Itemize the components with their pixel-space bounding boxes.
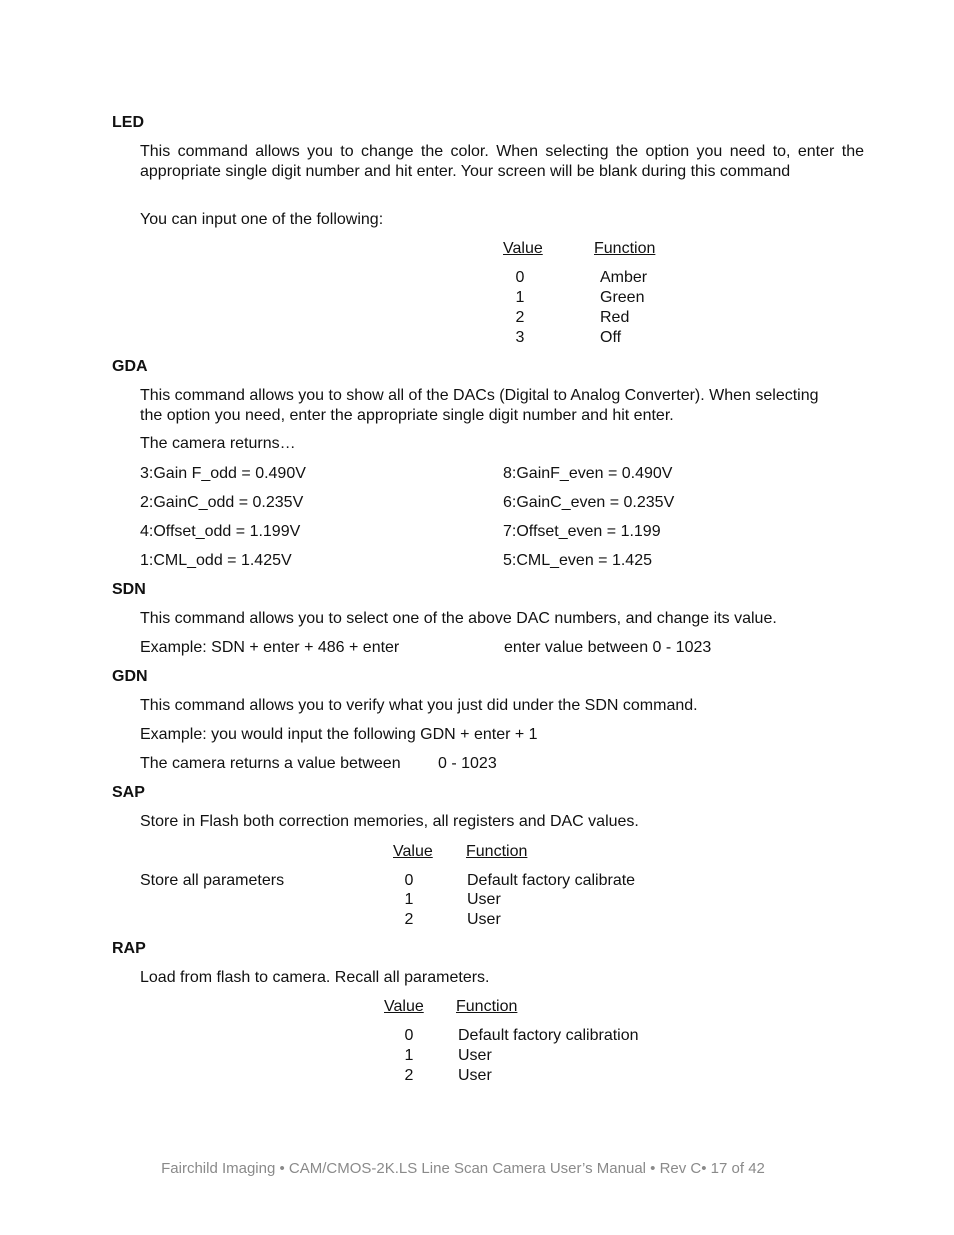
led-prompt: You can input one of the following: bbox=[140, 211, 384, 228]
led-function-2: Red bbox=[600, 309, 630, 326]
sap-row-label: Store all parameters bbox=[140, 872, 285, 889]
gda-right-2: 7:Offset_even = 1.199 bbox=[503, 523, 661, 540]
sdn-description: This command allows you to select one of the above DAC numbers, and change its value. bbox=[140, 610, 777, 627]
sap-value-1: 1 bbox=[404, 891, 414, 908]
gda-returns: The camera returns… bbox=[140, 435, 296, 452]
rap-function-2: User bbox=[458, 1067, 492, 1084]
led-value-header: Value bbox=[503, 240, 543, 257]
rap-value-header: Value bbox=[384, 998, 424, 1015]
sap-value-2: 2 bbox=[404, 911, 414, 928]
sap-heading: SAP bbox=[112, 784, 145, 801]
led-value-2: 2 bbox=[515, 309, 525, 326]
rap-function-header: Function bbox=[456, 998, 518, 1015]
gda-description: This command allows you to show all of the DACs (Digital to Analog Converter). When selecting the option you need, enter the appropriate single digit number and hit enter. bbox=[140, 387, 819, 424]
led-value-0: 0 bbox=[515, 269, 525, 286]
page-footer: Fairchild Imaging • CAM/CMOS-2K.LS Line Scan Camera User’s Manual • Rev C• 17 of 42 bbox=[161, 1160, 765, 1177]
rap-value-1: 1 bbox=[404, 1047, 414, 1064]
sdn-note: enter value between 0 - 1023 bbox=[504, 639, 712, 656]
gda-right-1: 6:GainC_even = 0.235V bbox=[503, 494, 675, 511]
gda-right-3: 5:CML_even = 1.425 bbox=[503, 552, 652, 569]
led-description: This command allows you to change the color. When selecting the option you need to, enter the appropriate single digit number and hit enter. Your screen will be blank during this command bbox=[140, 143, 864, 180]
sap-function-1: User bbox=[467, 891, 501, 908]
rap-description: Load from flash to camera. Recall all parameters. bbox=[140, 969, 490, 986]
sap-function-header: Function bbox=[466, 843, 528, 860]
sdn-example: Example: SDN + enter + 486 + enter bbox=[140, 639, 400, 656]
sap-value-0: 0 bbox=[404, 872, 414, 889]
gdn-description: This command allows you to verify what you just did under the SDN command. bbox=[140, 697, 698, 714]
led-function-1: Green bbox=[600, 289, 645, 306]
gdn-example: Example: you would input the following GDN + enter + 1 bbox=[140, 726, 538, 743]
sap-function-2: User bbox=[467, 911, 501, 928]
sdn-heading: SDN bbox=[112, 581, 146, 598]
rap-value-0: 0 bbox=[404, 1027, 414, 1044]
gdn-returns-label: The camera returns a value between bbox=[140, 755, 401, 772]
led-function-3: Off bbox=[600, 329, 622, 346]
rap-value-2: 2 bbox=[404, 1067, 414, 1084]
sap-value-header: Value bbox=[393, 843, 433, 860]
sap-function-0: Default factory calibrate bbox=[467, 872, 636, 889]
gdn-heading: GDN bbox=[112, 668, 148, 685]
led-heading: LED bbox=[112, 114, 144, 131]
rap-function-0: Default factory calibration bbox=[458, 1027, 639, 1044]
rap-heading: RAP bbox=[112, 940, 146, 957]
gda-left-2: 4:Offset_odd = 1.199V bbox=[140, 523, 301, 540]
gda-left-1: 2:GainC_odd = 0.235V bbox=[140, 494, 304, 511]
led-function-header: Function bbox=[594, 240, 656, 257]
gda-left-0: 3:Gain F_odd = 0.490V bbox=[140, 465, 306, 482]
led-value-3: 3 bbox=[515, 329, 525, 346]
gdn-returns-range: 0 - 1023 bbox=[438, 755, 497, 772]
gda-right-0: 8:GainF_even = 0.490V bbox=[503, 465, 673, 482]
led-value-1: 1 bbox=[515, 289, 525, 306]
rap-function-1: User bbox=[458, 1047, 492, 1064]
sap-description: Store in Flash both correction memories, all registers and DAC values. bbox=[140, 813, 639, 830]
led-function-0: Amber bbox=[600, 269, 648, 286]
gda-left-3: 1:CML_odd = 1.425V bbox=[140, 552, 292, 569]
gda-heading: GDA bbox=[112, 358, 148, 375]
